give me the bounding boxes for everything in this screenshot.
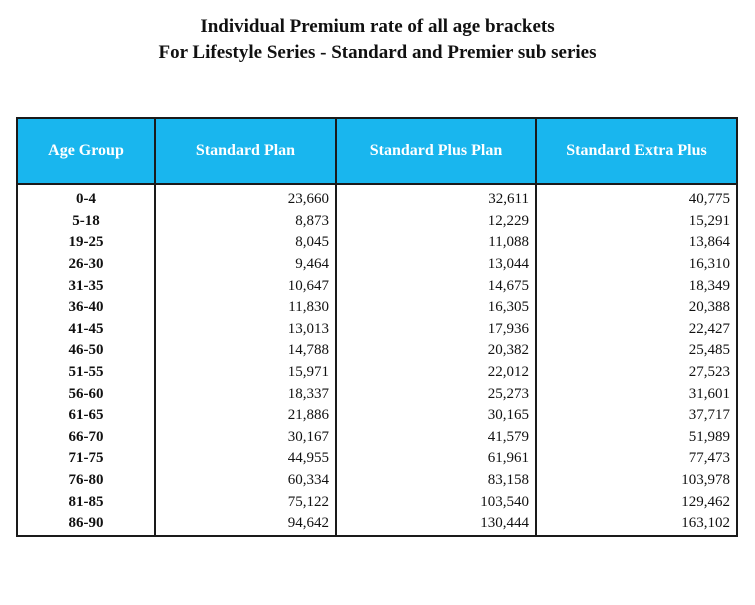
table-row (17, 470, 737, 492)
standard-plus-plan-cell: 41,579 (336, 427, 536, 449)
premium-table-container (16, 117, 736, 537)
standard-plus-plan-cell: 13,044 (336, 254, 536, 276)
table-row (17, 184, 737, 211)
standard-extra-plus-cell: 77,473 (536, 448, 737, 470)
table-header-row (17, 118, 737, 184)
standard-extra-plus-cell: 20,388 (536, 297, 737, 319)
standard-plan-cell: 23,660 (155, 184, 336, 211)
standard-plus-plan-cell: 61,961 (336, 448, 536, 470)
standard-plan-cell: 18,337 (155, 383, 336, 405)
age-group-cell: 46-50 (68, 342, 104, 359)
header-standard-extra-plus: Standard Extra Plus (536, 118, 737, 184)
age-group-cell: 81-85 (68, 493, 104, 510)
standard-plan-cell: 21,886 (155, 405, 336, 427)
standard-plan-cell: 14,788 (155, 340, 336, 362)
standard-plus-plan-cell: 16,305 (336, 297, 536, 319)
table-row (17, 362, 737, 384)
page-subtitle: For Lifestyle Series - Standard and Premier sub series (158, 42, 597, 63)
table-row (17, 275, 737, 297)
standard-plus-plan-cell: 32,611 (336, 184, 536, 211)
standard-plan-cell: 13,013 (155, 319, 336, 341)
age-group-cell: 36-40 (68, 299, 104, 316)
age-group-cell: 51-55 (68, 364, 104, 381)
age-group-cell: 5-18 (72, 212, 100, 229)
standard-plus-plan-cell: 130,444 (336, 513, 536, 536)
page-title-block (0, 14, 755, 66)
header-standard-plan: Standard Plan (155, 118, 336, 184)
age-group-cell: 56-60 (68, 385, 104, 402)
table-row (17, 340, 737, 362)
standard-plus-plan-cell: 12,229 (336, 211, 536, 233)
table-row (17, 383, 737, 405)
standard-extra-plus-cell: 51,989 (536, 427, 737, 449)
standard-plus-plan-cell: 22,012 (336, 362, 536, 384)
page-title: Individual Premium rate of all age brackets (200, 16, 555, 37)
table-row (17, 297, 737, 319)
age-group-cell: 76-80 (68, 472, 104, 489)
header-age-group: Age Group (17, 118, 155, 184)
table-body (17, 184, 737, 536)
standard-plan-cell: 8,873 (155, 211, 336, 233)
standard-plus-plan-cell: 83,158 (336, 470, 536, 492)
age-group-cell: 19-25 (68, 234, 104, 251)
table-row (17, 448, 737, 470)
table-row (17, 427, 737, 449)
standard-extra-plus-cell: 129,462 (536, 491, 737, 513)
age-group-cell: 0-4 (76, 191, 96, 208)
standard-extra-plus-cell: 37,717 (536, 405, 737, 427)
standard-extra-plus-cell: 16,310 (536, 254, 737, 276)
standard-plan-cell: 9,464 (155, 254, 336, 276)
standard-plan-cell: 44,955 (155, 448, 336, 470)
standard-plan-cell: 60,334 (155, 470, 336, 492)
standard-plan-cell: 10,647 (155, 275, 336, 297)
standard-plan-cell: 30,167 (155, 427, 336, 449)
table-row (17, 254, 737, 276)
age-group-cell: 31-35 (68, 277, 104, 294)
standard-plan-cell: 15,971 (155, 362, 336, 384)
table-row (17, 513, 737, 536)
standard-plan-cell: 75,122 (155, 491, 336, 513)
standard-extra-plus-cell: 31,601 (536, 383, 737, 405)
standard-plus-plan-cell: 20,382 (336, 340, 536, 362)
age-group-cell: 26-30 (68, 256, 104, 273)
standard-extra-plus-cell: 40,775 (536, 184, 737, 211)
table-row (17, 232, 737, 254)
standard-extra-plus-cell: 13,864 (536, 232, 737, 254)
standard-plus-plan-cell: 17,936 (336, 319, 536, 341)
age-group-cell: 61-65 (68, 407, 104, 424)
standard-extra-plus-cell: 163,102 (536, 513, 737, 536)
standard-extra-plus-cell: 103,978 (536, 470, 737, 492)
standard-plus-plan-cell: 11,088 (336, 232, 536, 254)
standard-plan-cell: 8,045 (155, 232, 336, 254)
age-group-cell: 41-45 (68, 320, 104, 337)
age-group-cell: 86-90 (68, 515, 104, 532)
table-row (17, 211, 737, 233)
standard-plan-cell: 11,830 (155, 297, 336, 319)
standard-extra-plus-cell: 15,291 (536, 211, 737, 233)
standard-extra-plus-cell: 22,427 (536, 319, 737, 341)
table-row (17, 405, 737, 427)
standard-plus-plan-cell: 14,675 (336, 275, 536, 297)
age-group-cell: 66-70 (68, 428, 104, 445)
table-row (17, 491, 737, 513)
header-standard-plus-plan: Standard Plus Plan (336, 118, 536, 184)
table-row (17, 319, 737, 341)
standard-extra-plus-cell: 18,349 (536, 275, 737, 297)
standard-extra-plus-cell: 27,523 (536, 362, 737, 384)
standard-extra-plus-cell: 25,485 (536, 340, 737, 362)
age-group-cell: 71-75 (68, 450, 104, 467)
standard-plus-plan-cell: 30,165 (336, 405, 536, 427)
standard-plus-plan-cell: 103,540 (336, 491, 536, 513)
standard-plus-plan-cell: 25,273 (336, 383, 536, 405)
premium-rate-table (16, 117, 738, 537)
standard-plan-cell: 94,642 (155, 513, 336, 536)
